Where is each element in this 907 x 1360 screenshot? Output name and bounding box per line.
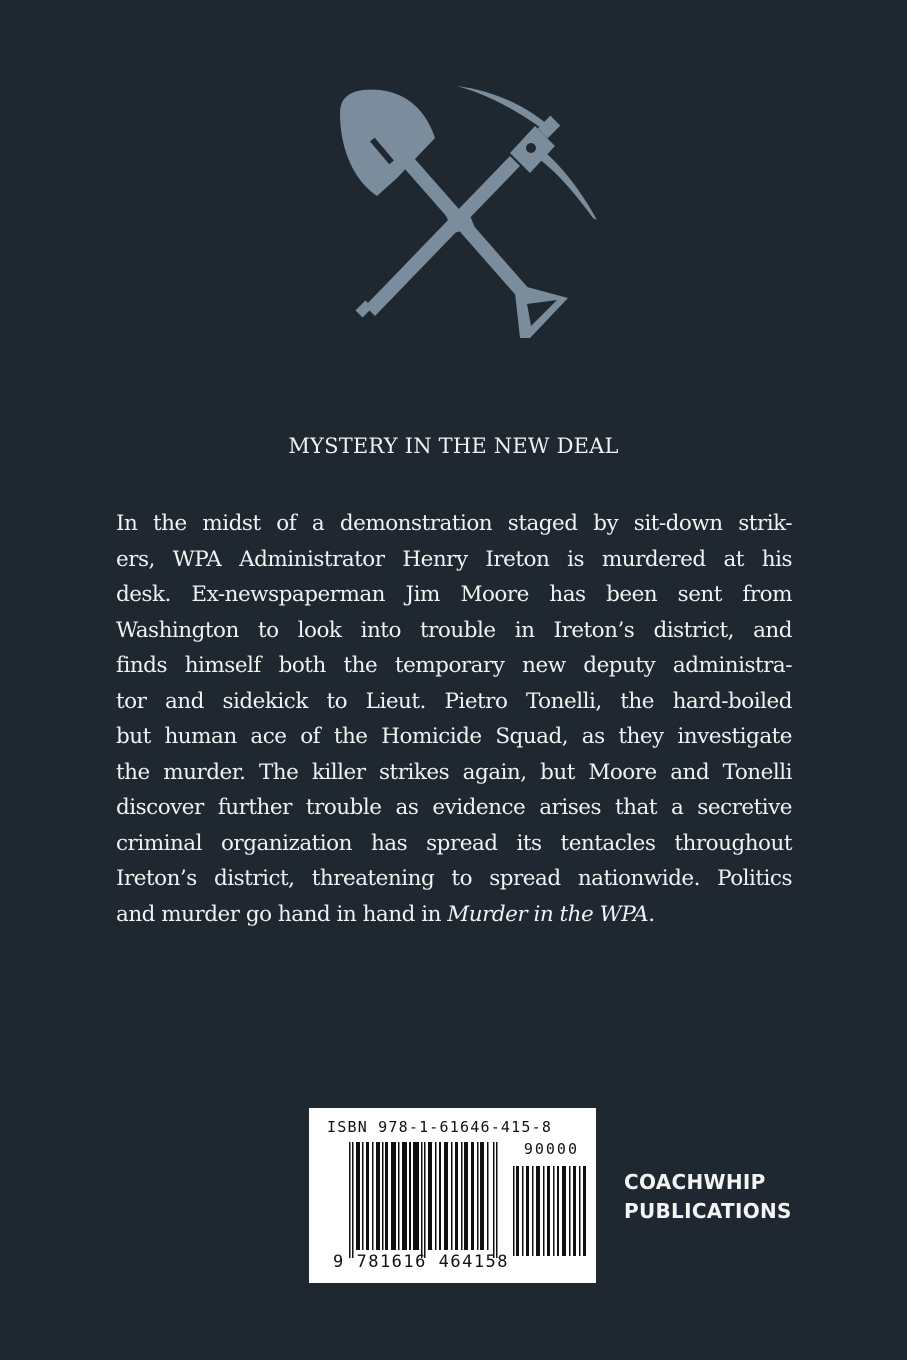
blurb-line: discover further trouble as evidence arises that a secretive	[116, 795, 792, 820]
blurb-line: Washington to look into trouble in Ireton’s district, and	[116, 617, 792, 643]
price-code: 90000	[523, 1140, 579, 1158]
publisher-logo	[624, 1168, 792, 1226]
ean-digits: 9 781616 464158	[333, 1252, 510, 1272]
blurb-last-prefix: and murder go hand in hand in	[116, 901, 448, 927]
book-description	[116, 506, 792, 932]
addon-barcode-bars-icon	[513, 1166, 589, 1256]
isbn-barcode	[309, 1108, 596, 1283]
isbn-label: ISBN 978-1-61646-415-8	[327, 1118, 553, 1136]
blurb-line: In the midst of a demonstration staged by sit-down strik-	[116, 511, 792, 536]
blurb-line: the murder. The killer strikes again, but Moore and Tonelli	[116, 759, 792, 785]
blurb-line: Ireton’s district, threatening to spread nationwide. Politics	[116, 866, 792, 891]
blurb-line: desk. Ex-newspaperman Jim Moore has been sent from	[116, 582, 792, 607]
blurb-line: tor and sidekick to Lieut. Pietro Tonelli, the hard-boiled	[116, 688, 792, 714]
blurb-last-suffix: .	[648, 901, 655, 927]
barcode-bars-icon	[349, 1142, 499, 1258]
tagline: MYSTERY IN THE NEW DEAL	[288, 434, 619, 458]
publisher-line-1: COACHWHIP	[624, 1170, 766, 1194]
blurb-line: criminal organization has spread its tentacles throughout	[116, 830, 792, 856]
blurb-line: finds himself both the temporary new deputy administra-	[116, 653, 792, 678]
shovel-and-pickaxe-icon	[335, 68, 615, 358]
blurb-line: ers, WPA Administrator Henry Ireton is murdered at his	[116, 546, 792, 572]
blurb-last-line	[116, 897, 792, 933]
book-title-italic: Murder in the WPA	[447, 901, 649, 927]
blurb-line: but human ace of the Homicide Squad, as they investigate	[116, 724, 792, 749]
publisher-line-2: PUBLICATIONS	[624, 1199, 792, 1223]
